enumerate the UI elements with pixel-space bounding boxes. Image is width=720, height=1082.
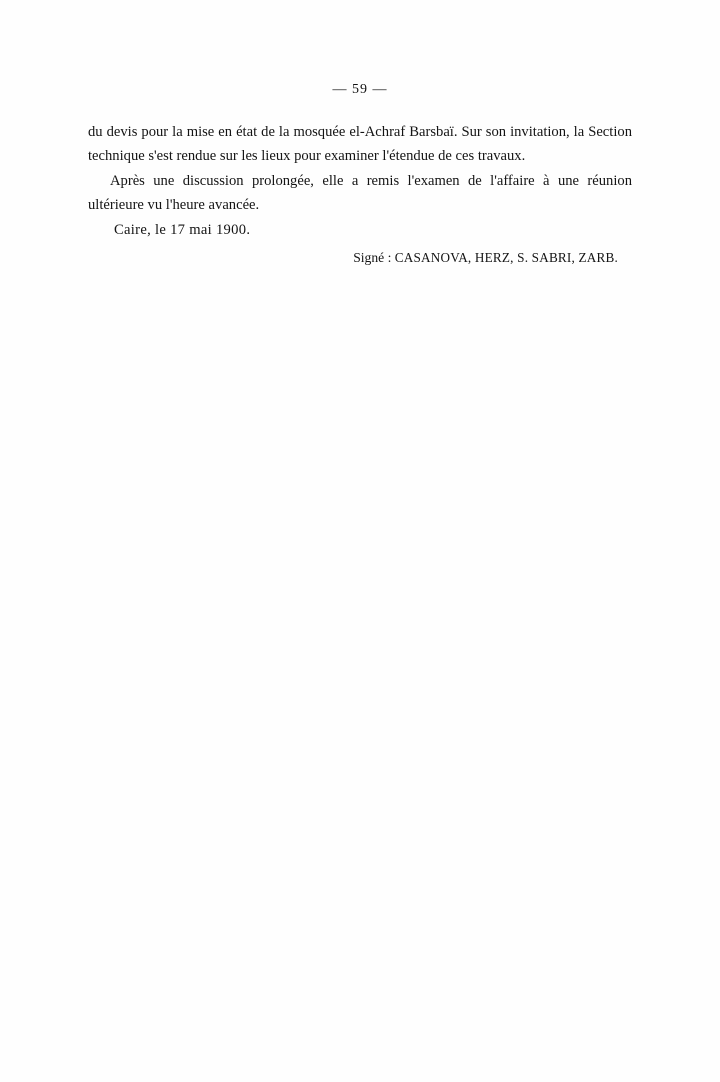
page-number: — 59 — [332, 82, 388, 97]
signature-label: Signé : [353, 250, 392, 266]
paragraph-discussion: Après une discussion prolongée, elle a remis l'examen de l'affaire à une réunion ultérieure vu l'heure avancée. [88, 172, 632, 214]
paragraph-continuation: du devis pour la mise en état de la mosquée el-Achraf Barsbaï. Sur son invitation, la Section technique s'est rendue sur les lieux pour examiner l'étendue de ces travaux. [88, 124, 632, 165]
paragraph-dateline: Caire, le 17 mai 1900. [114, 221, 251, 238]
body-text [88, 120, 632, 266]
signature-names: CASANOVA, HERZ, S. SABRI, ZARB. [394, 250, 618, 266]
signature-block [88, 242, 632, 266]
